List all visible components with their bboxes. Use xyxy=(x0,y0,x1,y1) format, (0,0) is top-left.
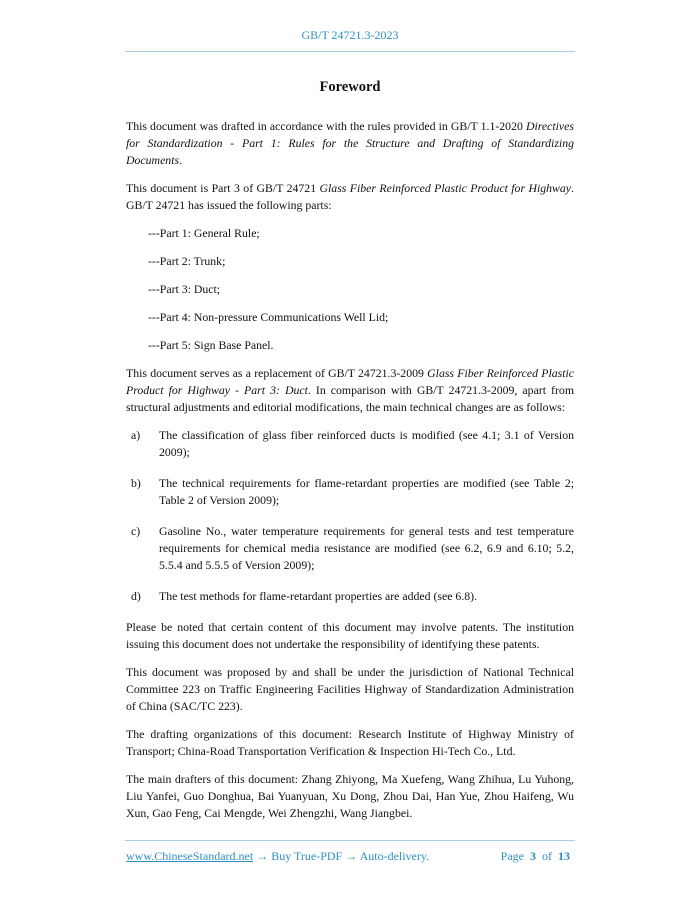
change-item: b) The technical requirements for flame-retardant properties are modified (see Table 2; Table 2 of Version 2009); xyxy=(131,476,574,507)
paragraph: This document serves as a replacement of GB/T 24721.3-2009 Glass Fiber Reinforced Plastic Product for Highway - Part 3: Duct. In comparison with GB/T 24721.3-2009, apart from structural adjustments and editorial modifications, the main technical changes are as follows: xyxy=(126,366,575,414)
page-title: Foreword xyxy=(319,79,381,95)
website-link[interactable]: www.ChineseStandard.net xyxy=(126,849,254,863)
paragraph: This document was proposed by and shall be under the jurisdiction of National Technical Committee 223 on Traffic Engineering Facilities Highway of Standardization Administration of China (SAC/TC 223). xyxy=(126,665,574,713)
running-header: GB/T 24721.3-2023 xyxy=(301,28,399,42)
paragraph: The main drafters of this document: Zhang Zhiyong, Ma Xuefeng, Wang Zhihua, Lu Yuhong, Liu Yanfei, Guo Donghua, Bai Yuanyuan, Xu Dong, Zhou Dai, Han Yue, Zhou Haifeng, Wu Xun, Gao Feng, Cai Mengde, Wei Zhengzhi, Wang Jiangbei. xyxy=(126,772,574,820)
part-item: ---Part 3: Duct; xyxy=(148,282,221,296)
part-item: ---Part 4: Non-pressure Communications Well Lid; xyxy=(148,310,389,324)
part-item: ---Part 5: Sign Base Panel. xyxy=(148,338,274,352)
footer-divider xyxy=(125,840,575,841)
change-item: c) Gasoline No., water temperature requirements for general tests and test temperature requirements for chemical media resistance are modified (see 6.2, 6.9 and 6.10; 5.2, 5.5.4 and 5.5.5 of Version 2009); xyxy=(131,524,574,572)
change-item: a) The classification of glass fiber reinforced ducts is modified (see 4.1; 3.1 of Version 2009); xyxy=(131,428,574,459)
page-number: Page 3 of 13 xyxy=(500,849,570,863)
paragraph: This document is Part 3 of GB/T 24721 Glass Fiber Reinforced Plastic Product for Highway. GB/T 24721 has issued the following parts: xyxy=(126,181,574,212)
part-item: ---Part 2: Trunk; xyxy=(148,254,226,268)
paragraph: The drafting organizations of this document: Research Institute of Highway Ministry of Transport; China-Road Transportation Verification & Inspection Hi-Tech Co., Ltd. xyxy=(126,727,574,758)
paragraph: Please be noted that certain content of this document may involve patents. The institution issuing this document does not undertake the responsibility of identifying these patents. xyxy=(126,620,574,651)
change-item: d) The test methods for flame-retardant properties are added (see 6.8). xyxy=(131,589,478,603)
promo-text: → Buy True-PDF → Auto-delivery. xyxy=(253,849,430,863)
document-body xyxy=(126,118,574,833)
header-divider xyxy=(125,51,575,52)
page-footer xyxy=(126,849,570,864)
paragraph: This document was drafted in accordance with the rules provided in GB/T 1.1-2020 Directives for Standardization - Part 1: Rules for the Structure and Drafting of Standardizing Documents. xyxy=(126,119,574,167)
part-item: ---Part 1: General Rule; xyxy=(148,226,260,240)
